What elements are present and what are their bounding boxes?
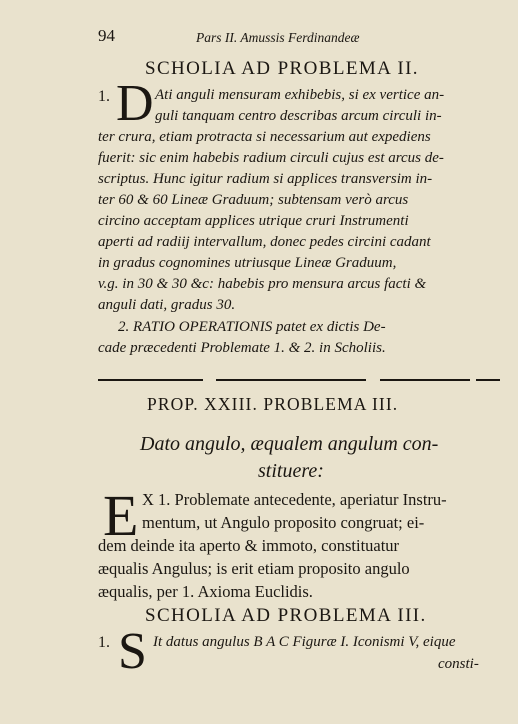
text-line: aperti ad radiij intervallum, donec pedes circini cadant	[98, 234, 431, 250]
text-line: X 1. Problemate antecedente, aperiatur Instru-	[142, 490, 447, 509]
proposition-title-continued: stituere:	[258, 460, 324, 482]
page-number: 94	[98, 26, 115, 45]
text-line: circino acceptam applices utrique cruri Instrumenti	[98, 213, 409, 229]
text-line: æqualis, per 1. Axioma Euclidis.	[98, 582, 313, 601]
running-head: Pars II. Amussis Ferdinandeæ	[196, 30, 360, 45]
text-line: dem deinde ita aperto & immoto, constituatur	[98, 536, 400, 555]
catchword: consti-	[438, 656, 479, 672]
divider-rule	[380, 379, 470, 381]
item-number: 1.	[98, 634, 110, 651]
proposition-label: PROP. XXIII. PROBLEMA III.	[147, 394, 399, 414]
drop-cap-initial: S	[118, 623, 147, 680]
text-line: v.g. in 30 & 30 &c: habebis pro mensura arcus facti &	[98, 276, 427, 292]
scholia-heading: SCHOLIA AD PROBLEMA III.	[145, 605, 427, 626]
text-line: mentum, ut Angulo proposito congruat; ei-	[142, 513, 425, 532]
drop-cap-initial: E	[103, 483, 139, 548]
text-line: scriptus. Hunc igitur radium si applices transversim in-	[98, 171, 433, 187]
text-line: Ati anguli mensuram exhibebis, si ex vertice an-	[155, 87, 445, 103]
text-line: cade præcedenti Problemate 1. & 2. in Scholiis.	[98, 340, 386, 356]
divider-rule	[98, 379, 203, 381]
text-line: in gradus cognomines utriusque Lineæ Graduum,	[98, 255, 397, 271]
scholia-heading: SCHOLIA AD PROBLEMA II.	[145, 58, 419, 79]
text-line: guli tanquam centro describas arcum circuli in-	[155, 108, 442, 124]
text-line: anguli dati, gradus 30.	[98, 297, 236, 313]
text-line: ter crura, etiam protracta si necessarium aut expediens	[98, 129, 431, 145]
text-line: 2. RATIO OPERATIONIS patet ex dictis De-	[118, 319, 386, 335]
drop-cap-initial: D	[116, 75, 154, 132]
text-line: fuerit: sic enim habebis radium circuli cujus est arcus de-	[98, 150, 444, 166]
item-number: 1.	[98, 88, 110, 105]
text-line: ter 60 & 60 Lineæ Graduum; subtensam verò arcus	[98, 192, 409, 208]
text-line: It datus angulus B A C Figuræ I. Iconismi V, eique	[153, 634, 456, 650]
divider-rule	[476, 379, 500, 381]
divider-rule	[216, 379, 366, 381]
proposition-title: Dato angulo, æqualem angulum con-	[140, 433, 439, 455]
text-line: æqualis Angulus; is erit etiam proposito angulo	[98, 559, 410, 578]
